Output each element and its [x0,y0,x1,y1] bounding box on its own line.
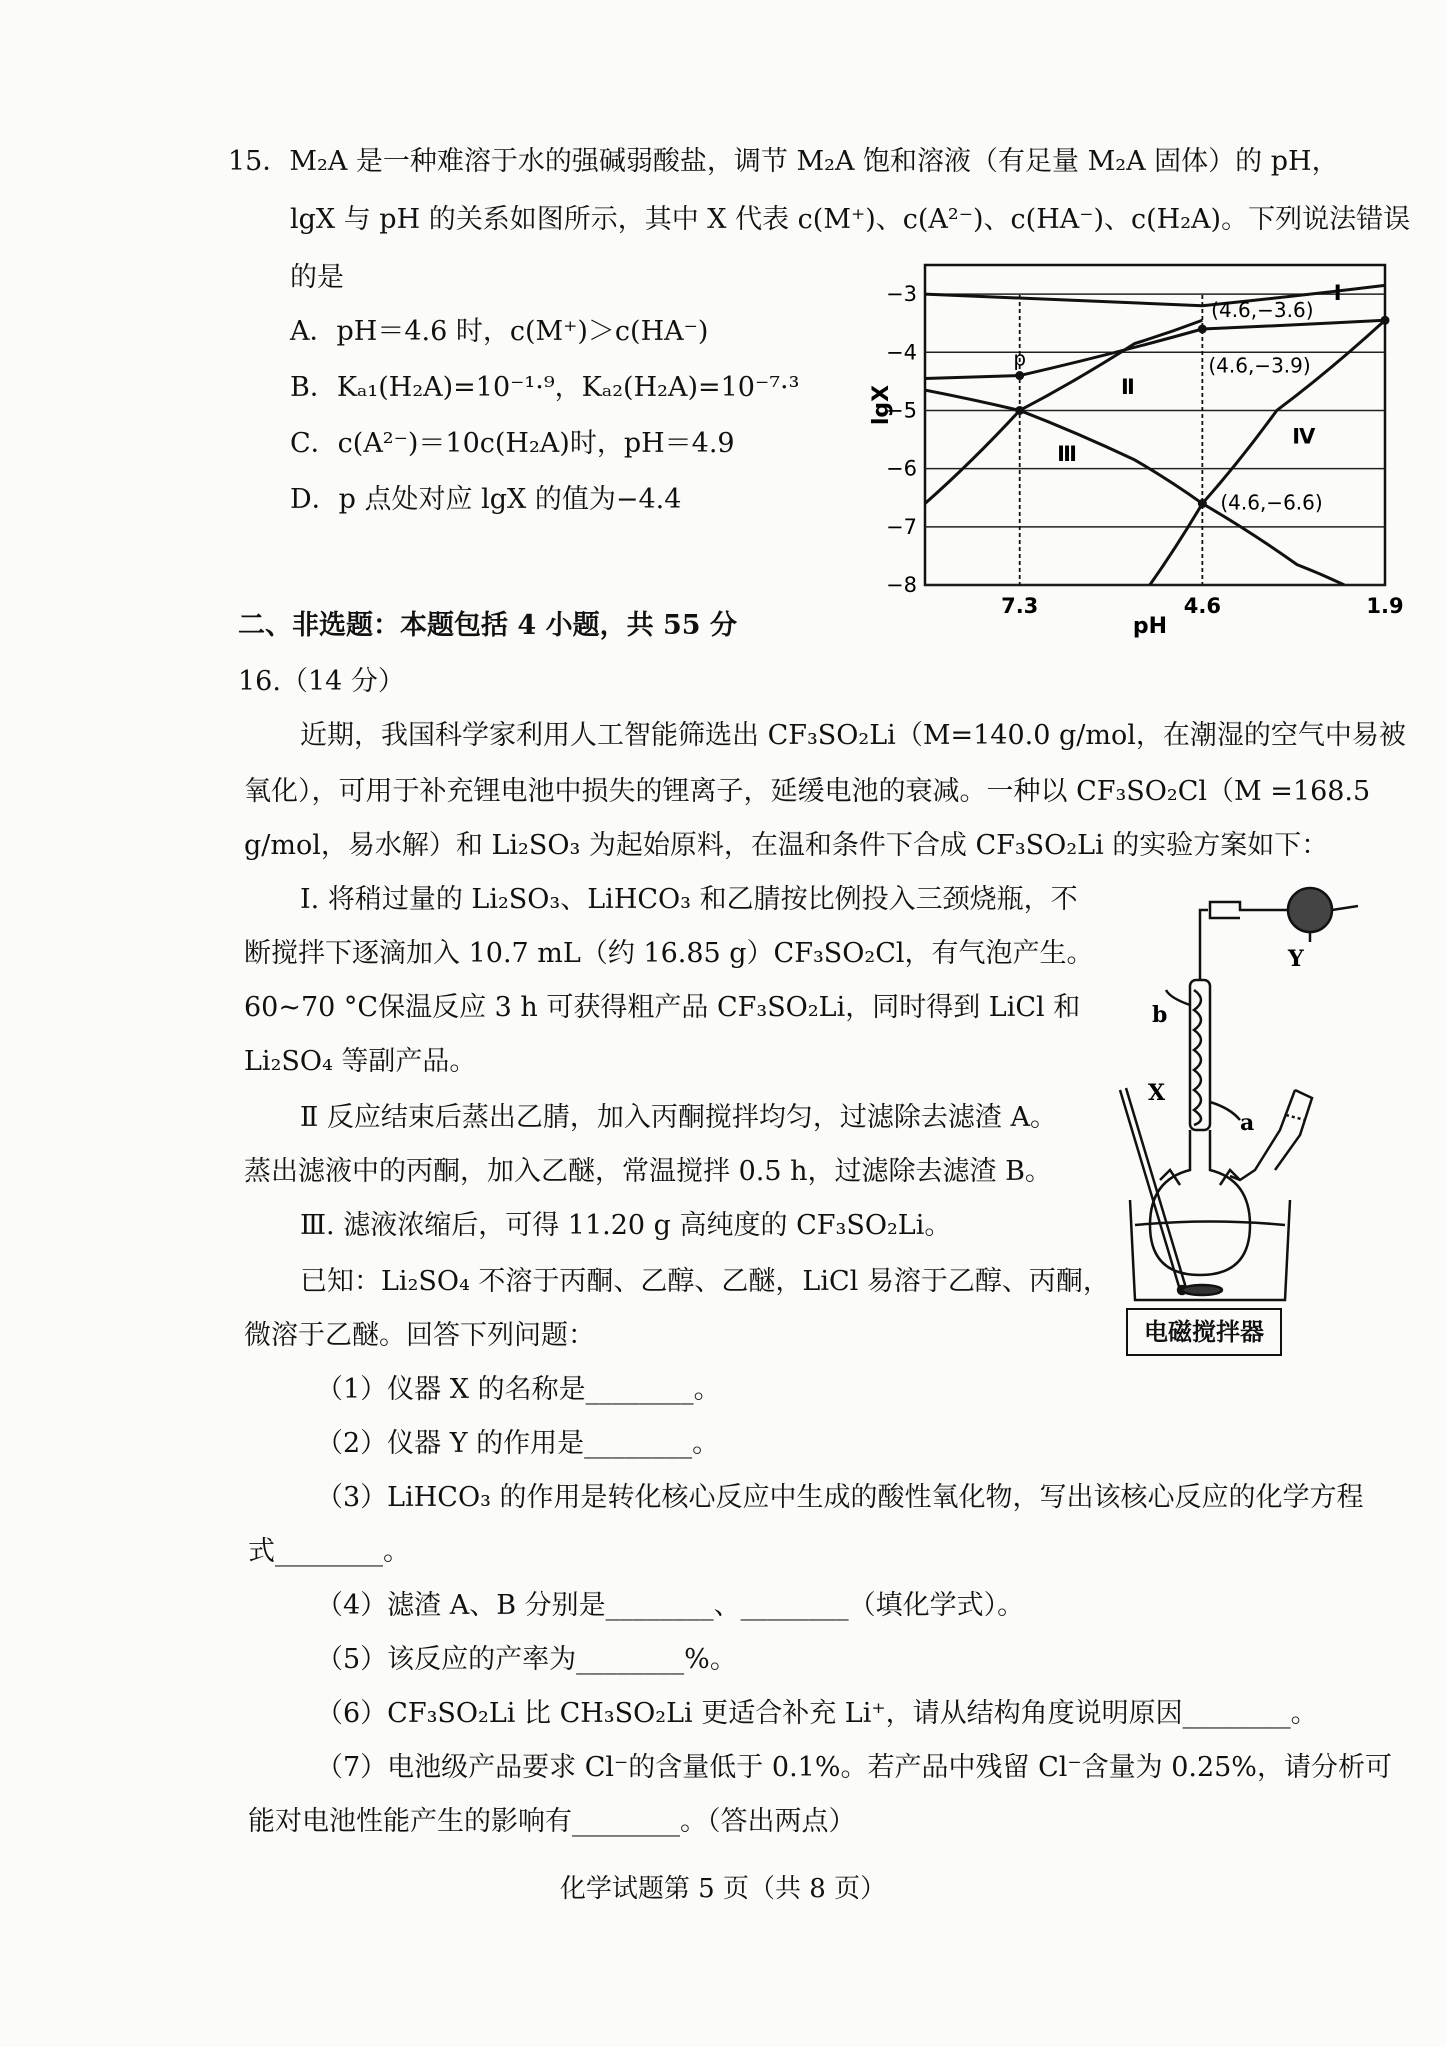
y-tick-label: −3 [886,282,917,307]
q16-intro-line3: g/mol，易水解）和 Li₂SO₃ 为起始原料，在温和条件下合成 CF₃SO₂Li 的实验方案如下： [244,830,1329,861]
q16-part6: （6）CF₃SO₂Li 比 CH₃SO₂Li 更适合补充 Li⁺，请从结构角度说明原因________。 [316,1698,1318,1729]
q16-step2-line1: Ⅱ 反应结束后蒸出乙腈，加入丙酮搅拌均匀，过滤除去滤渣 A。 [300,1102,1058,1133]
q15-stem-line1: 15．M₂A 是一种难溶于水的强碱弱酸盐，调节 M₂A 饱和溶液（有足量 M₂A 固体）的 pH， [228,146,1339,177]
x-tick-label: 1.9 [1366,594,1404,618]
data-point [1015,371,1024,380]
label-y: Y [1288,946,1304,972]
chart-series [925,285,1385,596]
q16-part1: （1）仪器 X 的名称是________。 [316,1374,721,1405]
q16-step1-line4: Li₂SO₄ 等副产品。 [244,1046,477,1077]
drying-tube-y [1200,888,1358,960]
series-line-Ⅰ [925,285,1385,305]
q16-part3-line1: （3）LiHCO₃ 的作用是转化核心反应中生成的酸性氧化物，写出该核心反应的化学方程 [316,1482,1364,1513]
x-tick-label: 4.6 [1183,594,1221,618]
chart-annotations [1013,281,1389,515]
q16-step3: Ⅲ. 滤液浓缩后，可得 11.20 g 高纯度的 CF₃SO₂Li。 [300,1210,952,1241]
q15-stem-line2: lgX 与 pH 的关系如图所示，其中 X 代表 c(M⁺)、c(A²⁻)、c(HA⁻)、c(H₂A)。下列说法错误 [290,204,1411,235]
data-point [1198,325,1207,334]
q15-option-b: B．Kₐ₁(H₂A)=10⁻¹·⁹，Kₐ₂(H₂A)=10⁻⁷·³ [290,372,800,403]
q16-part3-line2: 式________。 [248,1536,410,1567]
label-x: X [1148,1080,1166,1106]
curve-label: Ⅱ [1121,375,1135,400]
q16-intro-line1: 近期，我国科学家利用人工智能筛选出 CF₃SO₂Li（M=140.0 g/mol，在潮湿的空气中易被 [300,720,1406,751]
point-annotation: (4.6,−3.9) [1208,353,1311,378]
y-tick-label: −6 [886,456,917,481]
point-annotation: (4.6,−6.6) [1220,490,1323,515]
q15-option-a: A．pH＝4.6 时，c(M⁺)＞c(HA⁻) [290,316,709,347]
chart-ticks [886,282,1404,618]
three-neck-flask [1150,1130,1250,1275]
series-line-Ⅱ [925,320,1385,378]
x-tick-label: 7.3 [1001,594,1039,618]
thermometer [1120,1088,1186,1294]
q16-step1-line3: 60~70 °C保温反应 3 h 可获得粗产品 CF₃SO₂Li，同时得到 LiCl 和 [244,992,1081,1023]
y-axis-label: lgX [869,384,894,426]
apparatus-diagram [1090,880,1370,1310]
stirrer-label: 电磁搅拌器 [1126,1308,1282,1356]
q16-step1-line1: Ⅰ. 将稍过量的 Li₂SO₃、LiHCO₃ 和乙腈按比例投入三颈烧瓶，不 [300,884,1078,915]
q15-option-d: D．p 点处对应 lgX 的值为−4.4 [290,484,682,515]
q16-header: 16.（14 分） [238,666,405,697]
plot-frame [925,265,1385,585]
q15-option-c: C．c(A²⁻)＝10c(H₂A)时，pH＝4.9 [290,428,735,459]
q16-step2-line2: 蒸出滤液中的丙酮，加入乙醚，常温搅拌 0.5 h，过滤除去滤渣 B。 [244,1156,1052,1187]
q16-step1-line2: 断搅拌下逐滴加入 10.7 mL（约 16.85 g）CF₃SO₂Cl，有气泡产生。 [244,938,1094,969]
data-point [1015,406,1024,415]
curve-label: Ⅳ [1292,424,1316,449]
page-footer: 化学试题第 5 页（共 8 页） [559,1874,887,1904]
q16-intro-line2: 氧化），可用于补充锂电池中损失的锂离子，延缓电池的衰减。一种以 CF₃SO₂Cl（M =168.5 [244,776,1371,807]
label-a: a [1240,1110,1255,1136]
condenser-x [1166,960,1240,1130]
lgx-ph-chart [869,255,1404,645]
section-title: 二、非选题：本题包括 4 小题，共 55 分 [238,610,737,641]
y-tick-label: −7 [886,514,917,539]
y-tick-label: −5 [886,398,917,423]
curve-label: Ⅲ [1057,442,1077,467]
series-line-Ⅲ [925,390,1344,585]
point-annotation: p [1013,346,1027,371]
q16-known-line1: 已知：Li₂SO₄ 不溶于丙酮、乙醇、乙醚，LiCl 易溶于乙醇、丙酮， [300,1266,1110,1297]
point-annotation: (4.6,−3.6) [1211,298,1314,322]
q16-known-line2: 微溶于乙醚。回答下列问题： [244,1320,595,1351]
y-tick-label: −4 [886,340,917,365]
label-b: b [1152,1002,1168,1028]
data-point [1381,316,1390,325]
chart-gridlines [925,265,1385,585]
q16-part7-line1: （7）电池级产品要求 Cl⁻的含量低于 0.1%。若产品中残留 Cl⁻含量为 0.25%，请分析可 [316,1752,1392,1783]
curve-label: Ⅰ [1333,280,1342,305]
q16-part2: （2）仪器 Y 的作用是________。 [316,1428,720,1459]
q16-part5: （5）该反应的产率为________%。 [316,1644,737,1675]
data-point [1198,499,1207,508]
q16-part4: （4）滤渣 A、B 分别是________、________（填化学式）。 [316,1590,1025,1621]
q16-part7-line2: 能对电池性能产生的影响有________。（答出两点） [248,1806,856,1837]
x-axis-label: pH [1132,614,1168,639]
q15-stem-line3: 的是 [290,262,344,293]
y-tick-label: −8 [886,573,917,597]
